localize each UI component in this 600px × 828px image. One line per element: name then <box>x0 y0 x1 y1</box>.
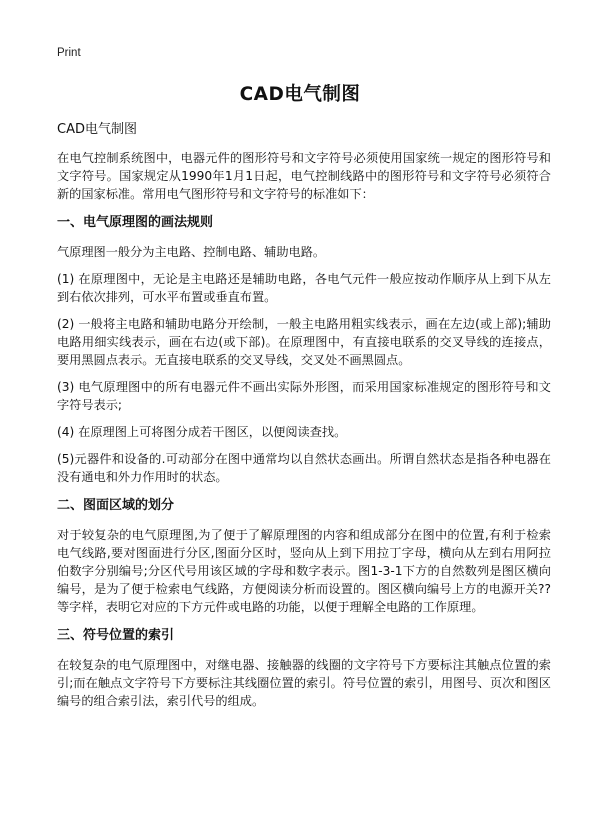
section-paragraph: (3) 电气原理图中的所有电器元件不画出实际外形图，而采用国家标准规定的图形符号和文字符号表示; <box>57 380 551 412</box>
section-paragraph: (1) 在原理图中，无论是主电路还是辅助电路，各电气元件一般应按动作顺序从上到下从左到右依次排列，可水平布置或垂直布置。 <box>57 272 551 304</box>
document-body <box>57 120 551 719</box>
section-paragraph: (5)元器件和设备的.可动部分在图中通常均以自然状态画出。所谓自然状态是指各种电器在没有通电和外力作用时的状态。 <box>57 452 551 484</box>
section-1 <box>57 213 551 486</box>
intro-paragraph: 在电气控制系统图中，电器元件的图形符号和文字符号必须使用国家统一规定的图形符号和文字符号。国家规定从1990年1月1日起，电气控制线路中的图形符号和文字符号必须符合新的国家标准。常用电气图形符号和文字符号的标准如下： <box>57 151 551 201</box>
section-3 <box>57 626 551 710</box>
section-heading: 一、电气原理图的画法规则 <box>57 215 214 230</box>
section-2 <box>57 496 551 616</box>
section-paragraph: (2) 一般将主电路和辅助电路分开绘制，一般主电路用粗实线表示，画在左边(或上部);辅助电路用细实线表示，画在右边(或下部)。在原理图中，有直接电联系的交叉导线的连接点，要用黑圆点表示。无直接电联系的交叉导线，交叉处不画黑圆点。 <box>57 317 551 367</box>
section-paragraph: 对于较复杂的电气原理图,为了便于了解原理图的内容和组成部分在图中的位置,有利于检索电气线路,要对图面进行分区,图面分区时，竖向从上到下用拉丁字母，横向从左到右用阿拉伯数字分别编号;分区代号用该区域的字母和数字表示。图1-3-1下方的自然数列是图区横向编号，是为了便于检索电气线路，方便阅读分析而设置的。图区横向编号上方的电源开关??等字样，表明它对应的下方元件或电路的功能，以便于理解全电路的工作原理。 <box>57 528 551 614</box>
document-subtitle: CAD电气制图 <box>57 122 137 137</box>
page-title: CAD电气制图 <box>239 84 361 105</box>
section-heading: 二、图面区域的划分 <box>57 498 175 513</box>
print-link[interactable]: Print <box>57 47 81 59</box>
section-paragraph: (4) 在原理图上可将图分成若干图区，以便阅读查找。 <box>57 425 347 439</box>
section-paragraph: 在较复杂的电气原理图中，对继电器、接触器的线圈的文字符号下方要标注其触点位置的索引;而在触点文字符号下方要标注其线圈位置的索引。符号位置的索引，用图号、页次和图区编号的组合索引法，索引代号的组成。 <box>57 658 551 708</box>
section-heading: 三、符号位置的索引 <box>57 628 175 643</box>
section-paragraph: 气原理图一般分为主电路、控制电路、辅助电路。 <box>57 245 326 259</box>
